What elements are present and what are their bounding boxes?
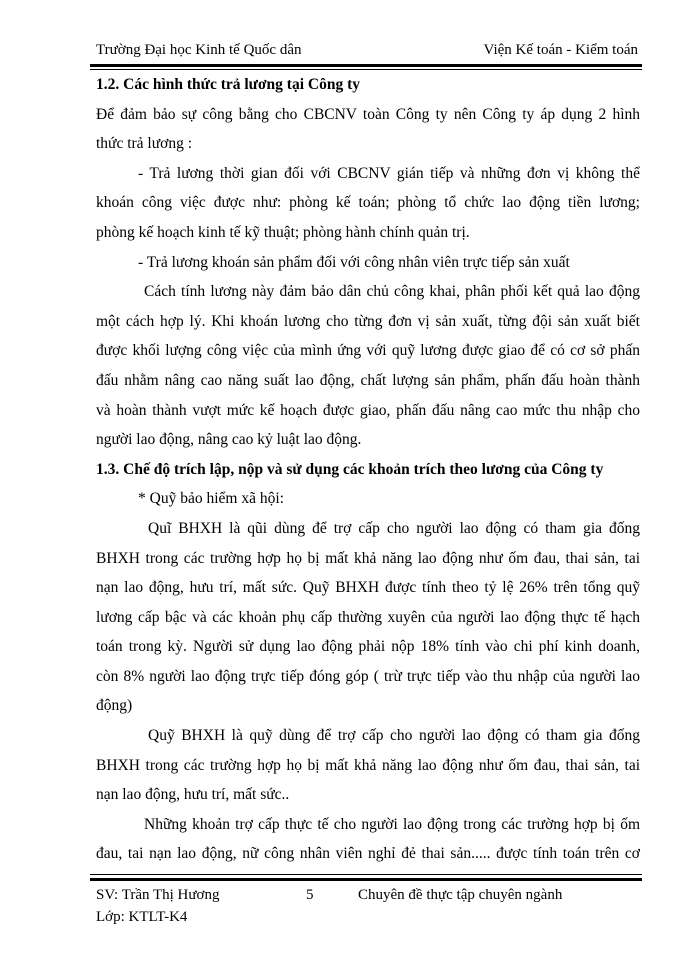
paragraph-line: đấu nhằm nâng cao năng suất lao động, chất lượng sản phẩm, phấn đấu hoàn thành xyxy=(96,371,640,389)
header-institute: Viện Kế toán - Kiểm toán xyxy=(483,42,638,58)
paragraph-line: đau, tai nạn lao động, nữ công nhân viên nghỉ đẻ thai sản..... được tính toán trên cơ xyxy=(96,845,640,863)
paragraph-line: một cách hợp lý. Khi khoán lương cho từng đơn vị sản xuất, từng đội sản xuất biết xyxy=(96,312,640,330)
section-heading-1-3: 1.3. Chế độ trích lập, nộp và sử dụng các khoản trích theo lương của Công ty xyxy=(96,460,604,478)
paragraph-line: * Quỹ bảo hiểm xã hội: xyxy=(138,490,284,508)
paragraph-line: Những khoản trợ cấp thực tế cho người lao động trong các trường hợp bị ốm xyxy=(144,815,640,833)
paragraph-line: toán trong kỳ. Người sử dụng lao động phải nộp 18% tính vào chi phí kinh doanh, xyxy=(96,638,640,656)
footer-student: SV: Trần Thị Hương xyxy=(96,887,220,903)
paragraph-line: nạn lao động, hưu trí, mất sức. Quỹ BHXH được tính theo tỷ lệ 26% trên tổng quỹ xyxy=(96,579,640,597)
paragraph-line: và hoàn thành vượt mức kế hoạch được giao, phấn đấu nâng cao mức thu nhập cho xyxy=(96,401,640,419)
paragraph-line: phòng kế hoạch kinh tế kỹ thuật; phòng hành chính quản trị. xyxy=(96,223,470,241)
paragraph-line: BHXH trong các trường hợp họ bị mất khả năng lao động như ốm đau, thai sản, tai xyxy=(96,549,640,567)
paragraph-line: thức trả lương : xyxy=(96,135,193,153)
paragraph-line: còn 8% người lao động trực tiếp đóng góp ( trừ trực tiếp vào thu nhập của người lao xyxy=(96,667,640,685)
header-rule-thick xyxy=(90,64,642,67)
paragraph-line: Quỹ BHXH là quỹ dùng để trợ cấp cho người lao động có tham gia đống xyxy=(148,727,640,745)
paragraph-line: BHXH trong các trường hợp họ bị mất khả năng lao động như ốm đau, thai sản, tai xyxy=(96,756,640,774)
page-footer xyxy=(96,884,636,928)
footer-class: Lớp: KTLT-K4 xyxy=(96,909,188,925)
page-header xyxy=(90,42,640,64)
paragraph-line: Quĩ BHXH là qũi dùng để trợ cấp cho người lao động có tham gia đống xyxy=(148,519,640,537)
paragraph-line: lương cấp bậc và các khoản phụ cấp thường xuyên của người lao động thực tế hạch xyxy=(96,608,640,626)
paragraph-line: nạn lao động, hưu trí, mất sức.. xyxy=(96,786,290,804)
footer-rule-thick xyxy=(90,878,642,881)
footer-rule-thin xyxy=(90,874,642,875)
paragraph-line: khoán công việc được như: phòng kế toán; phòng tổ chức lao động tiền lương; xyxy=(96,194,640,212)
paragraph-line: Để đảm bảo sự công bằng cho CBCNV toàn Công ty nên Công ty áp dụng 2 hình xyxy=(96,105,640,123)
paragraph-line: được khối lượng công việc của mình ứng với quỹ lương được giao để có cơ sở phấn xyxy=(96,342,640,360)
paragraph-line: - Trả lương khoán sản phẩm đối với công nhân viên trực tiếp sản xuất xyxy=(138,253,570,271)
section-heading-1-2: 1.2. Các hình thức trả lương tại Công ty xyxy=(96,76,360,93)
footer-report-title: Chuyên đề thực tập chuyên ngành xyxy=(358,887,563,903)
paragraph-line: động) xyxy=(96,697,133,715)
paragraph-line: Cách tính lương này đảm bảo dân chủ công khai, phân phối kết quả lao động xyxy=(144,283,640,301)
page-number: 5 xyxy=(306,887,314,903)
paragraph-line: - Trả lương thời gian đối với CBCNV gián tiếp và những đơn vị không thể xyxy=(138,164,640,182)
paragraph-line: người lao động, nâng cao kỷ luật lao động. xyxy=(96,431,362,449)
header-university: Trường Đại học Kinh tế Quốc dân xyxy=(96,42,302,58)
page-body xyxy=(96,70,640,869)
